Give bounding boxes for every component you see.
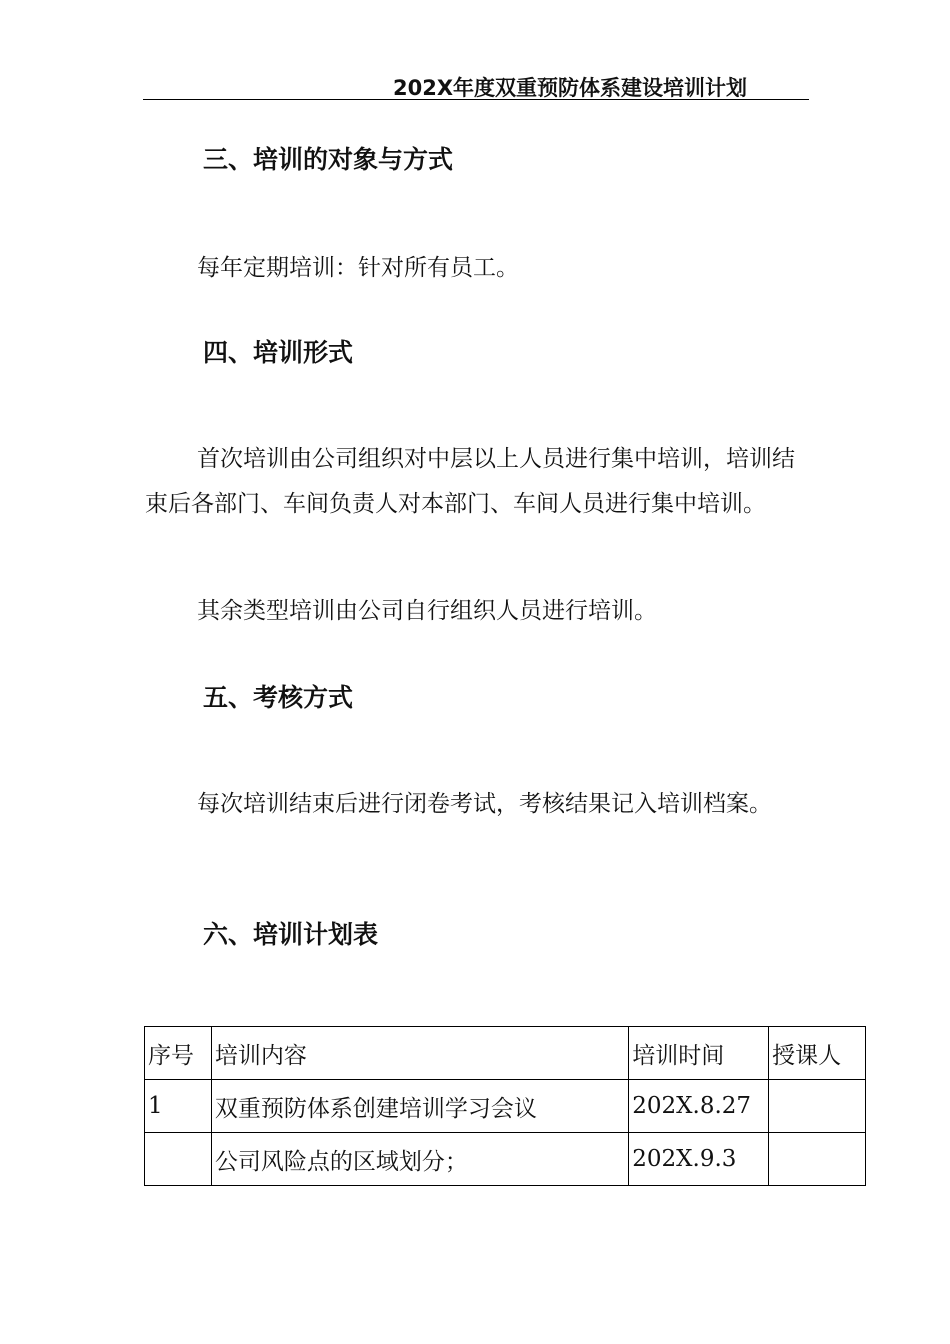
paragraph: 其余类型培训由公司自行组织人员进行培训。 <box>197 598 657 624</box>
table-header-row <box>145 1027 866 1080</box>
cell-index <box>145 1133 212 1186</box>
paragraph: 每次培训结束后进行闭卷考试，考核结果记入培训档案。 <box>197 791 772 817</box>
paragraph: 每年定期培训：针对所有员工。 <box>197 255 519 281</box>
section-heading: 五、考核方式 <box>203 683 354 712</box>
header-cell-lecturer: 授课人 <box>769 1027 866 1080</box>
cell-lecturer <box>769 1080 866 1133</box>
section-heading: 四、培训形式 <box>203 338 354 367</box>
cell-index: 1 <box>145 1080 212 1133</box>
section-heading: 三、培训的对象与方式 <box>203 145 454 174</box>
header-rule <box>143 99 809 100</box>
cell-time: 202X.8.27 <box>629 1080 769 1133</box>
header-cell-time: 培训时间 <box>629 1027 769 1080</box>
paragraph: 首次培训由公司组织对中层以上人员进行集中培训，培训结束后各部门、车间负责人对本部门、车间人员进行集中培训。 <box>145 446 795 517</box>
header-cell-index: 序号 <box>145 1027 212 1080</box>
header-cell-content: 培训内容 <box>211 1027 628 1080</box>
training-plan-table <box>144 1026 866 1186</box>
cell-content: 双重预防体系创建培训学习会议 <box>211 1080 628 1133</box>
section-heading: 六、培训计划表 <box>203 920 379 949</box>
cell-time: 202X.9.3 <box>629 1133 769 1186</box>
cell-content: 公司风险点的区域划分； <box>211 1133 628 1186</box>
table-row <box>145 1133 866 1186</box>
table-row <box>145 1080 866 1133</box>
page-header-title: 202X年度双重预防体系建设培训计划 <box>393 76 748 100</box>
cell-lecturer <box>769 1133 866 1186</box>
